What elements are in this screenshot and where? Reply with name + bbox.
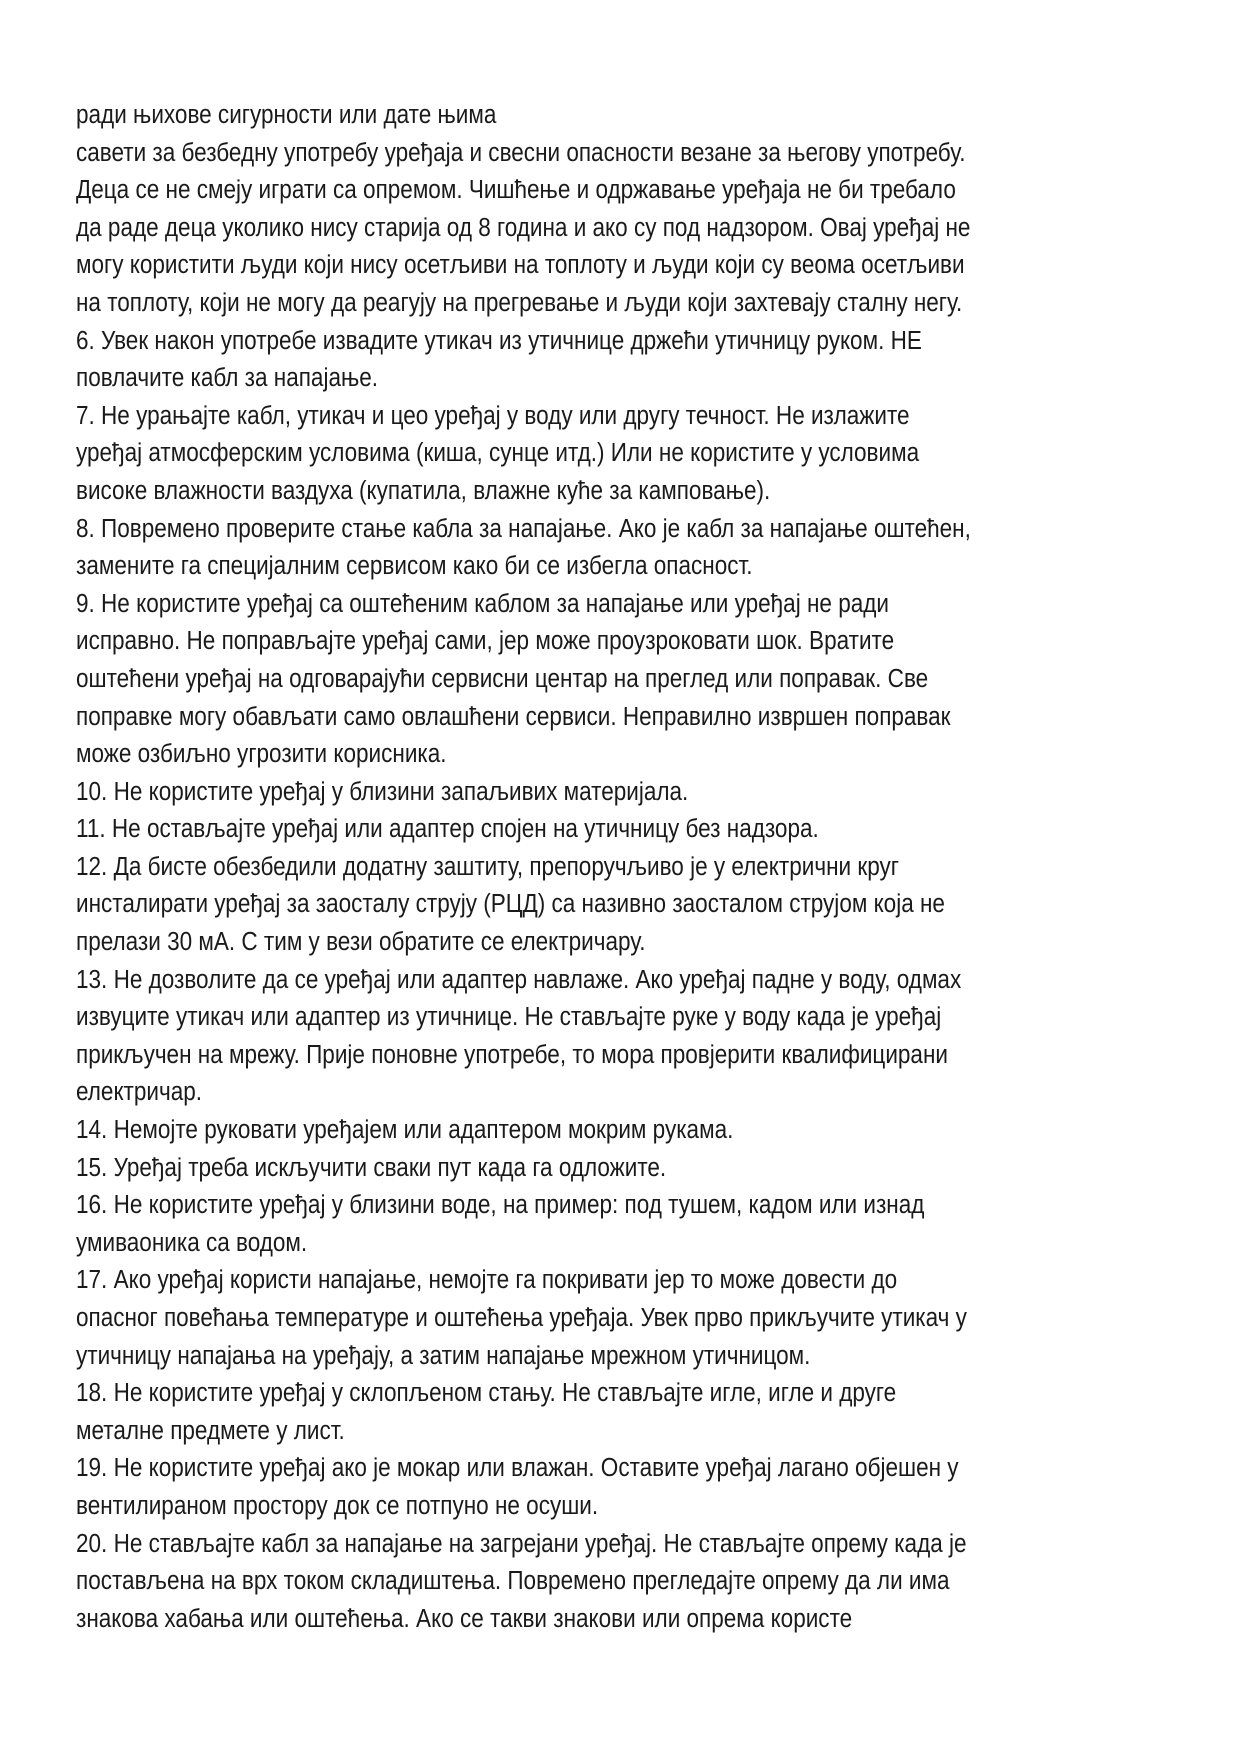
text-line: прелази 30 мА. С тим у вези обратите се електричару.: [76, 926, 646, 957]
text-line: 20. Не стављајте кабл за напајање на загрејани уређај. Не стављајте опрему када је: [76, 1527, 967, 1558]
text-line: металне предмете у лист.: [76, 1414, 345, 1445]
text-line: 18. Не користите уређај у склопљеном стању. Не стављајте игле, игле и друге: [76, 1377, 897, 1408]
text-line: 17. Ако уређај користи напајање, немојте га покривати јер то може довести до: [76, 1264, 898, 1295]
text-line: вентилираном простору док се потпуно не осуши.: [76, 1489, 599, 1520]
text-line: Деца се не смеју играти са опремом. Чишћење и одржавање уређаја не би требало: [76, 174, 956, 205]
text-line: замените га специјалним сервисом како би се избегла опасност.: [76, 550, 753, 581]
text-line: оштећени уређај на одговарајући сервисни центар на преглед или поправак. Све: [76, 662, 929, 693]
text-line: 16. Не користите уређај у близини воде, на пример: под тушем, кадом или изнад: [76, 1189, 925, 1220]
text-line: исправно. Не поправљајте уређај сами, јер може проузроковати шок. Вратите: [76, 625, 895, 656]
text-line: 8. Повремено проверите стање кабла за напајање. Ако је кабл за напајање оштећен,: [76, 512, 971, 543]
text-line: ради њихове сигурности или дате њима: [76, 99, 497, 129]
text-line: 12. Да бисте обезбедили додатну заштиту, препоручљиво је у електрични круг: [76, 850, 899, 881]
text-line: знакова хабања или оштећења. Ако се такви знакови или опрема користе: [76, 1602, 853, 1633]
text-line: опасног повећања температуре и оштећења уређаја. Увек прво прикључите утикач у: [76, 1302, 967, 1332]
text-line: 6. Увек након употребе извадите утикач из утичнице држећи утичницу руком. НЕ: [76, 324, 922, 355]
document-body-text: [76, 96, 1031, 1637]
text-line: може озбиљно угрозити корисника.: [76, 738, 447, 769]
text-line: умиваоника са водом.: [76, 1226, 308, 1257]
text-line: 14. Немојте руковати уређајем или адаптером мокрим рукама.: [76, 1114, 734, 1145]
text-line: уређај атмосферским условима (киша, сунце итд.) Или не користите у условима: [76, 437, 920, 468]
text-line: да раде деца уколико нису старија од 8 година и ако су под надзором. Овај уређај не: [76, 211, 971, 242]
text-line: савети за безбедну употребу уређаја и свесни опасности везане за његову употребу.: [76, 136, 966, 167]
text-line: високе влажности ваздуха (купатила, влажне куће за камповање).: [76, 474, 771, 505]
text-line: 15. Уређај треба искључити сваки пут када га одложите.: [76, 1151, 667, 1182]
text-line: утичницу напајања на уређају, а затим напајање мрежном утичницом.: [76, 1339, 811, 1370]
text-line: 11. Не остављајте уређај или адаптер спојен на утичницу без надзора.: [76, 813, 819, 844]
text-line: 9. Не користите уређај са оштећеним каблом за напајање или уређај не ради: [76, 587, 889, 618]
text-line: извуците утикач или адаптер из утичнице. Не стављајте руке у воду када је уређај: [76, 1001, 942, 1032]
text-line: поправке могу обављати само овлашћени сервиси. Неправилно извршен поправак: [76, 700, 951, 731]
text-line: повлачите кабл за напајање.: [76, 362, 379, 393]
text-line: 10. Не користите уређај у близини запаљивих материјала.: [76, 775, 689, 806]
text-line: могу користити људи који нису осетљиви на топлоту и људи који су веома осетљиви: [76, 249, 965, 280]
text-line: прикључен на мрежу. Прије поновне употребе, то мора провјерити квалифицирани: [76, 1038, 948, 1069]
text-line: 19. Не користите уређај ако је мокар или влажан. Оставите уређај лагано објешен у: [76, 1452, 959, 1483]
text-line: електричар.: [76, 1076, 203, 1107]
text-line: на топлоту, који не могу да реагују на прегревање и људи који захтевају сталну негу.: [76, 286, 963, 317]
text-line: постављена на врх током складиштења. Повремено прегледајте опрему да ли има: [76, 1565, 950, 1596]
text-line: 7. Не урањајте кабл, утикач и цео уређај у воду или другу течност. Не излажите: [76, 399, 910, 430]
text-line: инсталирати уређај за заосталу струју (РЦД) са називно заосталом струјом која не: [76, 888, 945, 919]
text-line: 13. Не дозволите да се уређај или адаптер навлаже. Ако уређај падне у воду, одмах: [76, 963, 962, 994]
